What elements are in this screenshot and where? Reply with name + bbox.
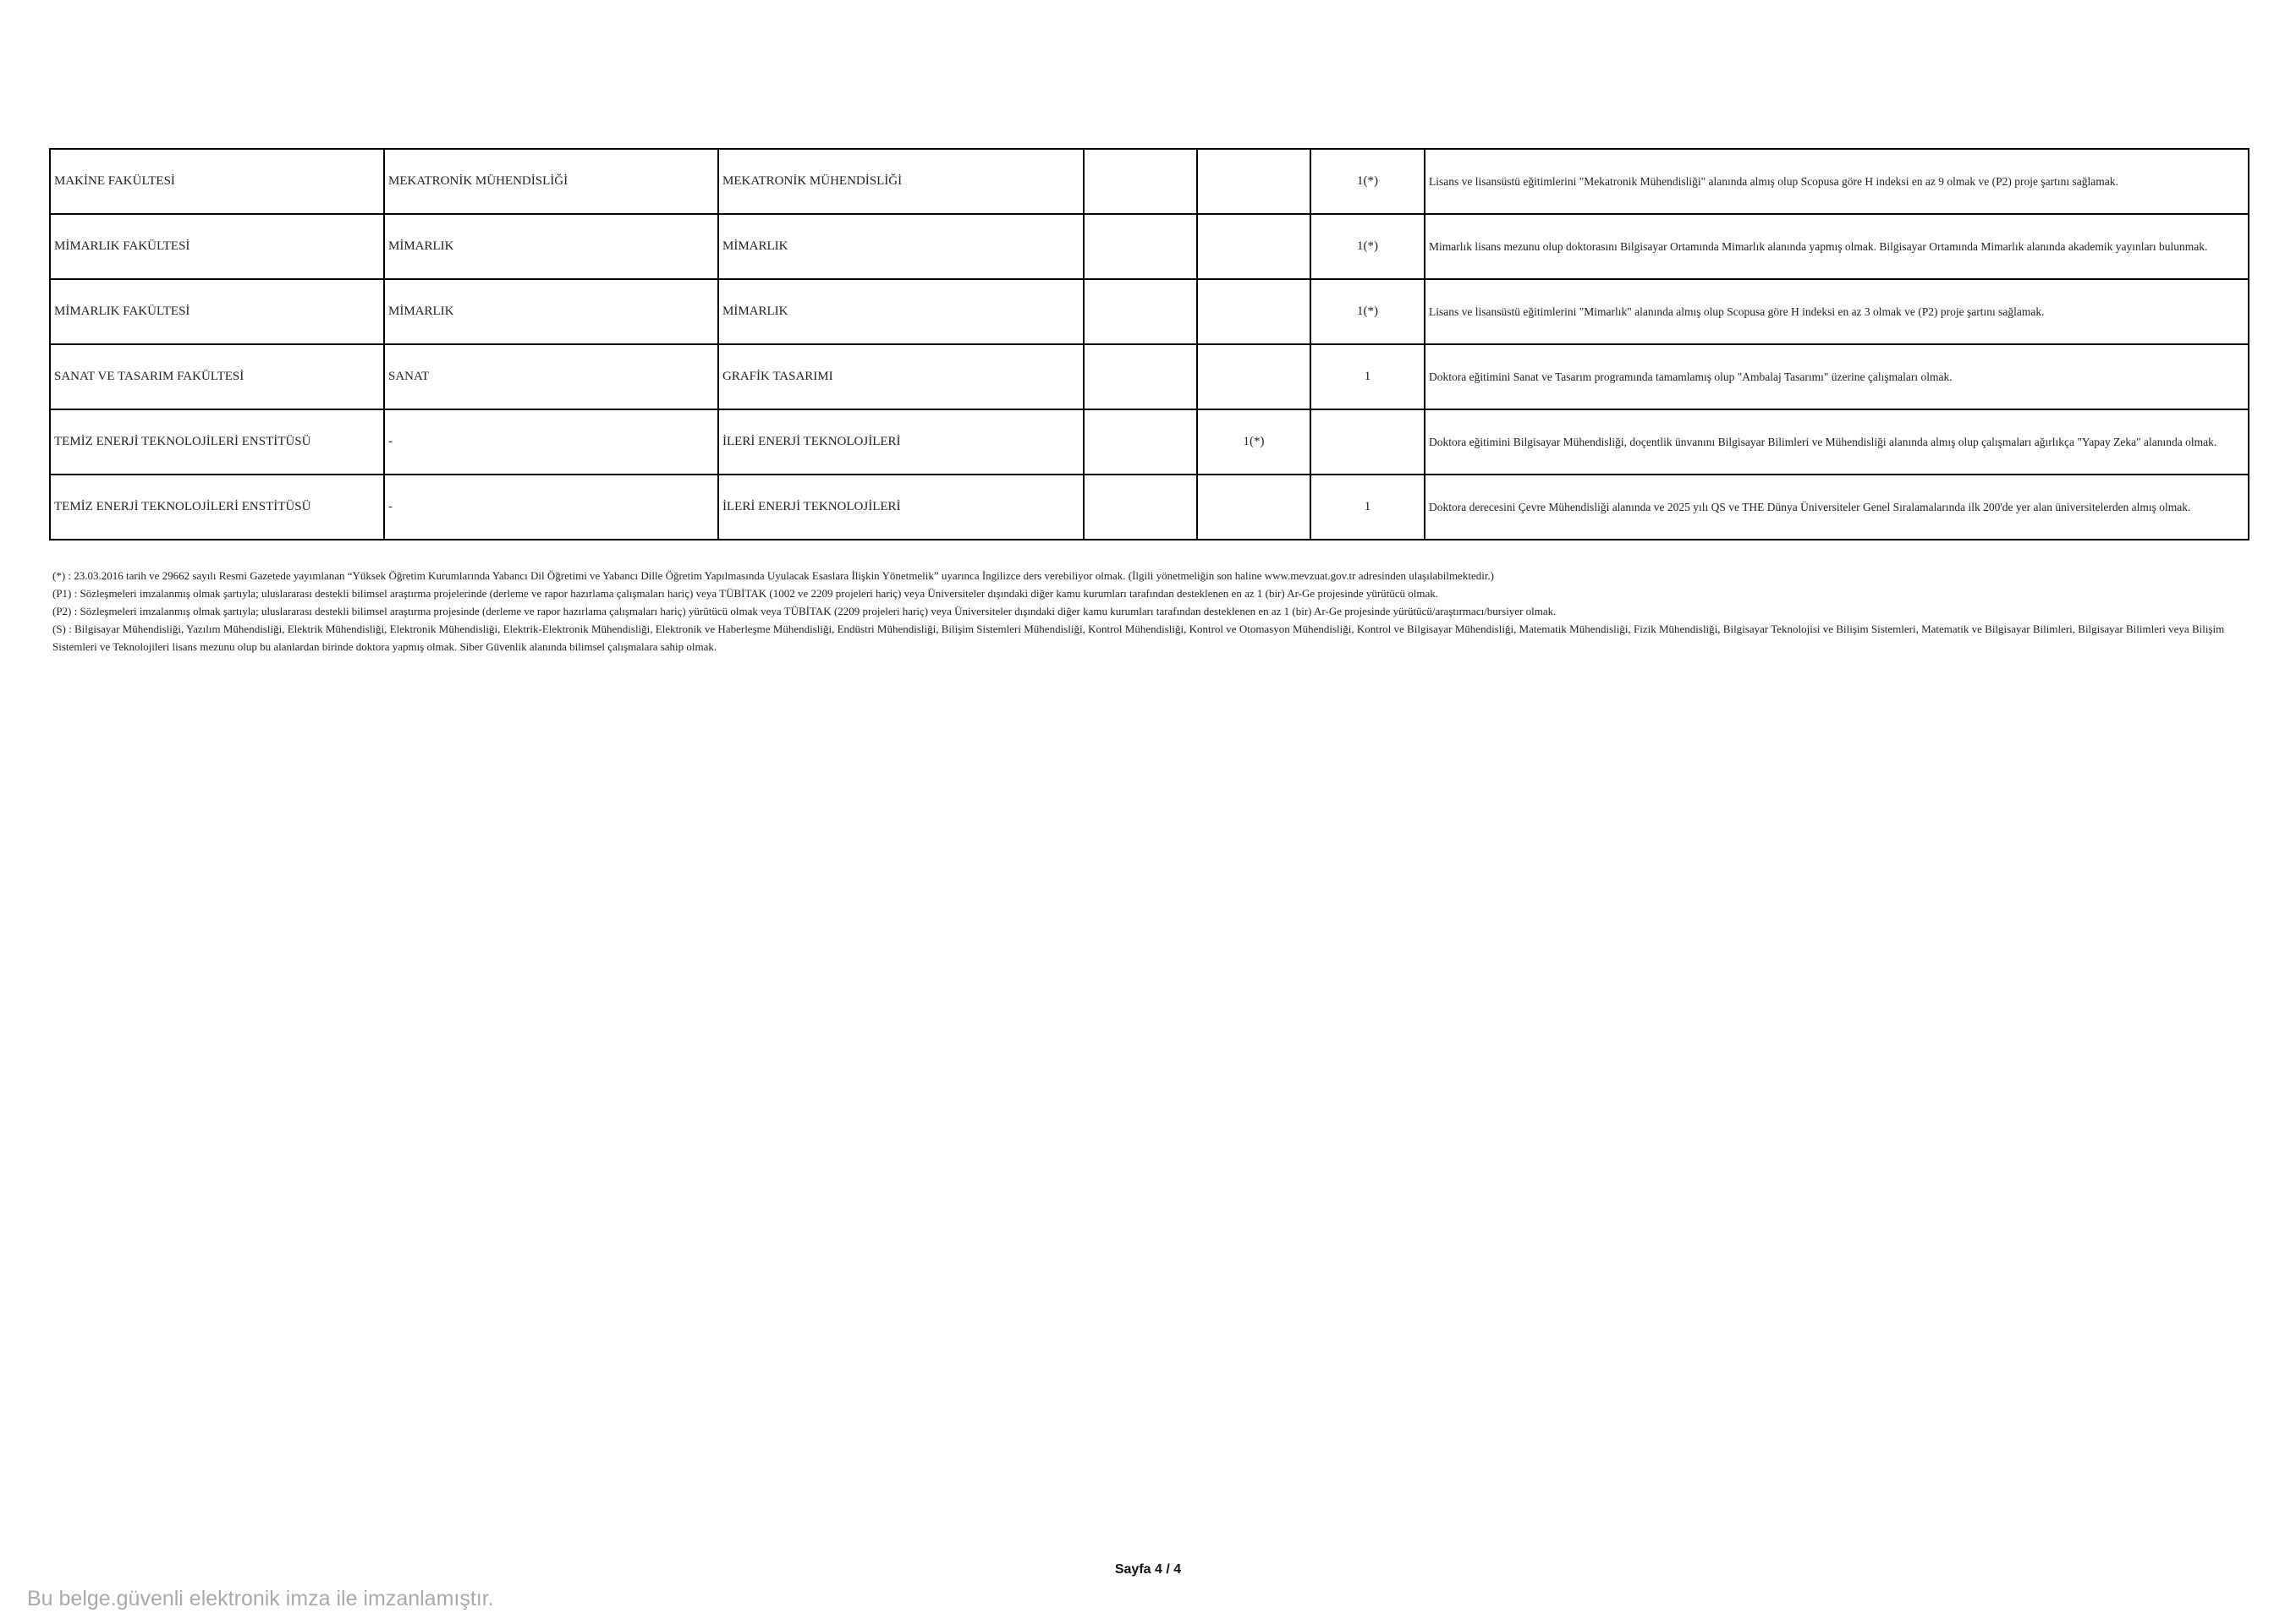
table-row xyxy=(50,409,2249,475)
staff-position-table xyxy=(49,148,2249,540)
count-cell-a xyxy=(1084,475,1197,540)
table-row xyxy=(50,214,2249,279)
count-cell-b xyxy=(1197,475,1310,540)
department-cell: - xyxy=(384,409,718,475)
table-row xyxy=(50,344,2249,409)
requirement-cell: Mimarlık lisans mezunu olup doktorasını Bilgisayar Ortamında Mimarlık alanında yapmış olmak. Bilgisayar Ortamında Mimarlık alanında akademik yayınları bulunmak. xyxy=(1425,214,2249,279)
requirement-cell: Lisans ve lisansüstü eğitimlerini "Mekatronik Mühendisliği" alanında almış olup Scopusa göre H indeksi en az 9 olmak ve (P2) proje şartını sağlamak. xyxy=(1425,149,2249,214)
count-cell-c xyxy=(1310,409,1425,475)
count-cell-c: 1 xyxy=(1310,475,1425,540)
department-cell: - xyxy=(384,475,718,540)
count-cell-a xyxy=(1084,409,1197,475)
requirement-cell: Doktora eğitimini Bilgisayar Mühendisliği, doçentlik ünvanını Bilgisayar Bilimleri ve Mühendisliği alanında almış olup çalışmaları ağırlıkça "Yapay Zeka" alanında olmak. xyxy=(1425,409,2249,475)
requirement-cell: Doktora derecesini Çevre Mühendisliği alanında ve 2025 yılı QS ve THE Dünya Üniversiteler Genel Sıralamalarında ilk 200'de yer alan üniversitelerden almış olmak. xyxy=(1425,475,2249,540)
count-cell-b xyxy=(1197,214,1310,279)
footnotes xyxy=(52,567,2227,656)
footnote-s: (S) : Bilgisayar Mühendisliği, Yazılım Mühendisliği, Elektrik Mühendisliği, Elektronik Mühendisliği, Elektrik-Elektronik Mühendisliği, Elektronik ve Haberleşme Mühendisliği, Endüstri Mühendisliği, Bilişim Sistemleri Mühendisliği, Kontrol Mühendisliği, Kontrol ve Otomasyon Mühendisliği, Kontrol ve Bilgisayar Mühendisliği, Matematik Mühendisliği, Fizik Mühendisliği, Bilgisayar Teknolojisi ve Bilişim Sistemleri, Matematik ve Bilgisayar Bilimleri, Bilgisayar Bilimleri veya Bilişim Sistemleri ve Teknolojileri lisans mezunu olup bu alanlardan birinde doktora yapmış olmak. Siber Güvenlik alanında bilimsel çalışmalara sahip olmak. xyxy=(52,623,2225,653)
count-cell-b xyxy=(1197,279,1310,344)
table-row xyxy=(50,279,2249,344)
count-cell-c: 1(*) xyxy=(1310,279,1425,344)
footnote-english-teaching: (*) : 23.03.2016 tarih ve 29662 sayılı Resmi Gazetede yayımlanan “Yüksek Öğretim Kurumlarında Yabancı Dil Öğretimi ve Yabancı Dille Öğretim Yapılmasında Uyulacak Esaslara İlişkin Yönetmelik” uyarınca İngilizce ders verebiliyor olmak. (İlgili yönetmeliğin son haline www.mevzuat.gov.tr adresinden ulaşılabilmektedir.) xyxy=(52,569,1495,582)
count-cell-b xyxy=(1197,149,1310,214)
program-cell: MİMARLIK xyxy=(718,279,1084,344)
program-cell: GRAFİK TASARIMI xyxy=(718,344,1084,409)
count-cell-b: 1(*) xyxy=(1197,409,1310,475)
table-row xyxy=(50,149,2249,214)
count-cell-c: 1(*) xyxy=(1310,149,1425,214)
count-cell-c: 1(*) xyxy=(1310,214,1425,279)
footnote-p1: (P1) : Sözleşmeleri imzalanmış olmak şartıyla; uluslararası destekli bilimsel araştırma projelerinde (derleme ve rapor hazırlama çalışmaları hariç) veya TÜBİTAK (1002 ve 2209 projeleri hariç) veya Üniversiteler dışındaki diğer kamu kurumları tarafından desteklenen en az 1 (bir) Ar-Ge projesinde yürütücü olmak. xyxy=(52,587,1439,600)
faculty-cell: MİMARLIK FAKÜLTESİ xyxy=(50,214,384,279)
faculty-cell: TEMİZ ENERJİ TEKNOLOJİLERİ ENSTİTÜSÜ xyxy=(50,475,384,540)
faculty-cell: TEMİZ ENERJİ TEKNOLOJİLERİ ENSTİTÜSÜ xyxy=(50,409,384,475)
table-row xyxy=(50,475,2249,540)
program-cell: İLERİ ENERJİ TEKNOLOJİLERİ xyxy=(718,475,1084,540)
department-cell: MİMARLIK xyxy=(384,279,718,344)
program-cell: İLERİ ENERJİ TEKNOLOJİLERİ xyxy=(718,409,1084,475)
count-cell-b xyxy=(1197,344,1310,409)
requirement-cell: Lisans ve lisansüstü eğitimlerini "Mimarlık" alanında almış olup Scopusa göre H indeksi en az 3 olmak ve (P2) proje şartını sağlamak. xyxy=(1425,279,2249,344)
program-cell: MİMARLIK xyxy=(718,214,1084,279)
program-cell: MEKATRONİK MÜHENDİSLİĞİ xyxy=(718,149,1084,214)
count-cell-c: 1 xyxy=(1310,344,1425,409)
footnote-p2: (P2) : Sözleşmeleri imzalanmış olmak şartıyla; uluslararası destekli bilimsel araştırma projesinde (derleme ve rapor hazırlama çalışmaları hariç) yürütücü olmak veya TÜBİTAK (2209 projeleri hariç) veya Üniversiteler dışındaki diğer kamu kurumları tarafından desteklenen en az 1 (bir) Ar-Ge projesinde yürütücü/araştırmacı/bursiyer olmak. xyxy=(52,605,1557,617)
faculty-cell: MİMARLIK FAKÜLTESİ xyxy=(50,279,384,344)
page-number: Sayfa 4 / 4 xyxy=(1114,1562,1182,1577)
faculty-cell: MAKİNE FAKÜLTESİ xyxy=(50,149,384,214)
faculty-cell: SANAT VE TASARIM FAKÜLTESİ xyxy=(50,344,384,409)
count-cell-a xyxy=(1084,149,1197,214)
department-cell: MİMARLIK xyxy=(384,214,718,279)
requirement-cell: Doktora eğitimini Sanat ve Tasarım programında tamamlamış olup "Ambalaj Tasarımı" üzerine çalışmaları olmak. xyxy=(1425,344,2249,409)
department-cell: SANAT xyxy=(384,344,718,409)
department-cell: MEKATRONİK MÜHENDİSLİĞİ xyxy=(384,149,718,214)
count-cell-a xyxy=(1084,344,1197,409)
e-signature-note: Bu belge.güvenli elektronik imza ile imzanlamıştır. xyxy=(27,1587,494,1610)
count-cell-a xyxy=(1084,279,1197,344)
count-cell-a xyxy=(1084,214,1197,279)
